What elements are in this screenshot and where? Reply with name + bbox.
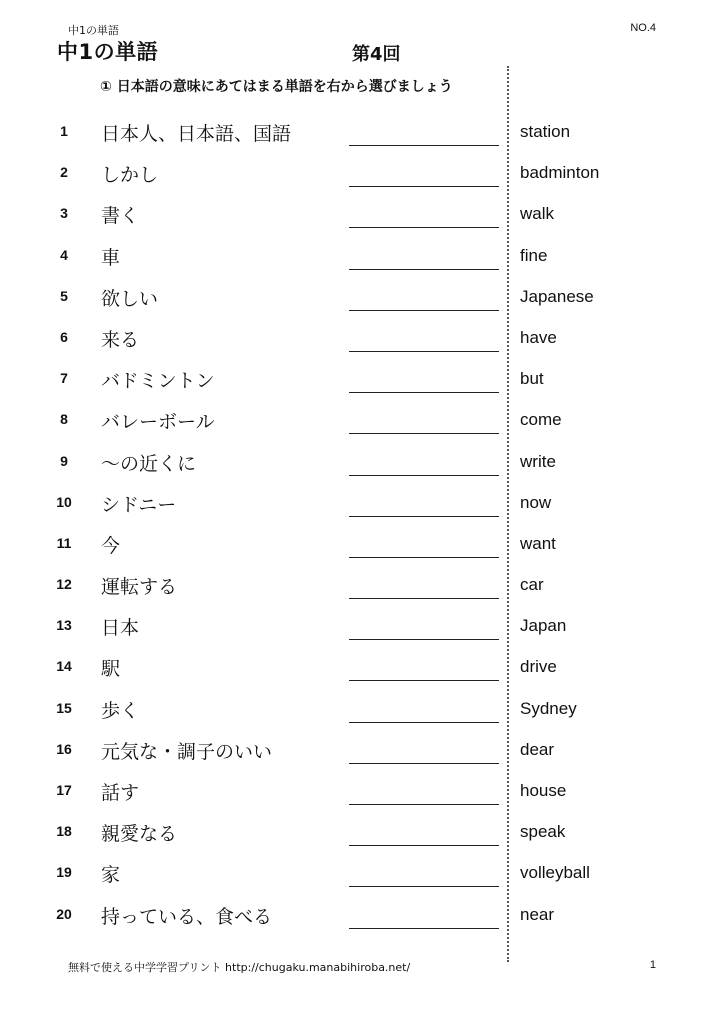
question-row <box>0 154 724 195</box>
question-row <box>0 690 724 731</box>
footer-page-number: 1 <box>649 959 656 971</box>
japanese-meaning: 持っている、食べる <box>101 905 273 928</box>
footer-text: 無料で使える中学学習プリント http://chugaku.manabihiroba.net/ <box>68 961 411 974</box>
question-number: 5 <box>60 287 68 304</box>
japanese-meaning: 家 <box>101 864 121 887</box>
question-row <box>0 731 724 772</box>
question-row <box>0 813 724 854</box>
question-number: 11 <box>56 534 72 551</box>
question-number: 17 <box>56 782 72 798</box>
answer-blank[interactable] <box>349 351 499 352</box>
header-small-label: 中1の単語 <box>68 24 119 37</box>
question-number: 18 <box>56 823 72 840</box>
japanese-meaning: 日本 <box>101 617 140 640</box>
question-row <box>0 896 724 937</box>
question-number: 10 <box>56 493 72 510</box>
question-row <box>0 484 724 525</box>
question-list <box>0 113 724 937</box>
japanese-meaning: 今 <box>101 534 121 557</box>
answer-blank[interactable] <box>349 680 499 681</box>
japanese-meaning: 駅 <box>101 658 121 681</box>
english-word-choice: volleyball <box>520 863 590 883</box>
english-word-choice: write <box>520 451 556 471</box>
japanese-meaning: バドミントン <box>101 370 215 393</box>
question-row <box>0 278 724 319</box>
question-row <box>0 237 724 278</box>
answer-blank[interactable] <box>349 845 499 846</box>
answer-blank[interactable] <box>349 639 499 640</box>
japanese-meaning: 書く <box>101 205 140 228</box>
question-row <box>0 607 724 648</box>
question-number: 3 <box>60 205 68 222</box>
answer-blank[interactable] <box>349 516 499 517</box>
question-row <box>0 195 724 236</box>
japanese-meaning: 日本人、日本語、国語 <box>101 123 292 145</box>
question-number: 19 <box>56 864 72 881</box>
question-number: 6 <box>60 328 68 345</box>
english-word-choice: fine <box>520 245 548 265</box>
english-word-choice: speak <box>520 822 566 842</box>
sheet-number: NO.4 <box>630 22 656 34</box>
question-row <box>0 319 724 360</box>
question-row <box>0 360 724 401</box>
japanese-meaning: 来る <box>101 328 140 351</box>
answer-blank[interactable] <box>349 310 499 311</box>
english-word-choice: Japan <box>520 616 567 636</box>
question-row <box>0 525 724 566</box>
question-number: 8 <box>60 411 68 428</box>
answer-blank[interactable] <box>349 804 499 805</box>
japanese-meaning: シドニー <box>101 493 177 516</box>
answer-blank[interactable] <box>349 186 499 187</box>
question-row <box>0 648 724 689</box>
japanese-meaning: 親愛なる <box>101 823 178 846</box>
english-word-choice: badminton <box>520 163 600 183</box>
answer-blank[interactable] <box>349 475 499 476</box>
question-number: 13 <box>56 617 72 634</box>
question-number: 7 <box>60 370 68 387</box>
question-number: 20 <box>56 905 72 922</box>
answer-blank[interactable] <box>349 763 499 764</box>
japanese-meaning: 車 <box>101 246 121 269</box>
english-word-choice: house <box>520 781 567 800</box>
english-word-choice: Sydney <box>520 698 577 718</box>
english-word-choice: have <box>520 327 557 347</box>
answer-blank[interactable] <box>349 433 499 434</box>
question-number: 2 <box>60 164 68 181</box>
question-number: 12 <box>56 576 72 593</box>
question-number: 14 <box>56 658 72 675</box>
question-row <box>0 772 724 813</box>
question-row <box>0 854 724 895</box>
question-number: 15 <box>56 699 72 716</box>
answer-blank[interactable] <box>349 886 499 887</box>
round-title: 第4回 <box>352 44 401 65</box>
answer-blank[interactable] <box>349 928 499 929</box>
question-row <box>0 566 724 607</box>
question-number: 16 <box>56 740 72 757</box>
question-row <box>0 443 724 484</box>
english-word-choice: come <box>520 410 562 430</box>
english-word-choice: station <box>520 122 571 141</box>
answer-blank[interactable] <box>349 722 499 723</box>
answer-blank[interactable] <box>349 227 499 228</box>
japanese-meaning: 歩く <box>101 699 140 722</box>
answer-blank[interactable] <box>349 598 499 599</box>
english-word-choice: walk <box>520 204 555 224</box>
answer-blank[interactable] <box>349 269 499 270</box>
japanese-meaning: バレーボール <box>101 411 215 434</box>
english-word-choice: drive <box>520 657 557 677</box>
answer-blank[interactable] <box>349 392 499 393</box>
japanese-meaning: ～の近くに <box>101 452 197 475</box>
japanese-meaning: 話す <box>101 782 140 804</box>
english-word-choice: now <box>520 492 552 512</box>
english-word-choice: Japanese <box>520 286 594 306</box>
japanese-meaning: 元気な・調子のいい <box>101 740 273 763</box>
english-word-choice: but <box>520 369 544 389</box>
japanese-meaning: 欲しい <box>101 287 159 310</box>
page-title: 中1の単語 <box>57 40 159 64</box>
question-number: 1 <box>60 123 68 139</box>
question-row <box>0 401 724 442</box>
english-word-choice: near <box>520 904 555 924</box>
question-row <box>0 113 724 154</box>
question-number: 4 <box>60 246 68 263</box>
answer-blank[interactable] <box>349 145 499 146</box>
english-word-choice: dear <box>520 739 555 759</box>
japanese-meaning: 運転する <box>101 576 178 599</box>
english-word-choice: want <box>520 533 556 553</box>
english-word-choice: car <box>520 575 544 595</box>
instruction-text: ① 日本語の意味にあてはまる単語を右から選びましょう <box>100 79 453 95</box>
answer-blank[interactable] <box>349 557 499 558</box>
question-number: 9 <box>60 452 68 469</box>
japanese-meaning: しかし <box>101 164 159 187</box>
